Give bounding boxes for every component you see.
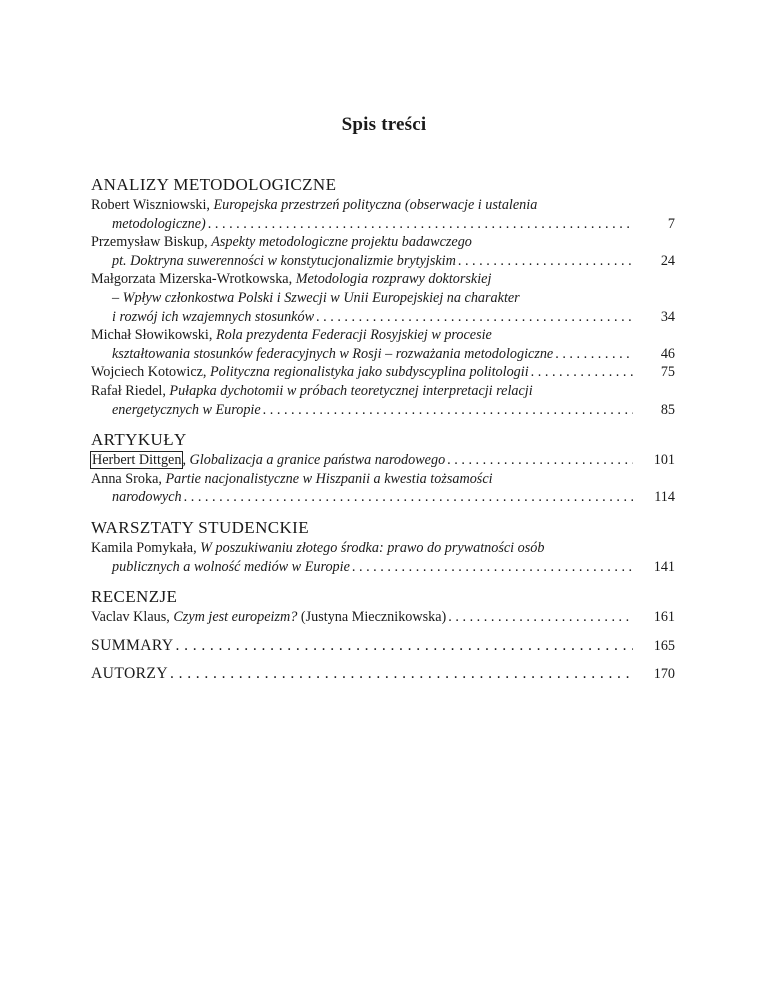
toc-entry-dittgen[interactable]: Herbert Dittgen, Globalizacja a granice państwa narodowego . . . 101 [91, 451, 675, 470]
entry-page: 101 [653, 452, 675, 469]
entry-title: Pułapka dychotomii w próbach teoretycznej interpretacji relacji [169, 382, 533, 399]
summary-label: SUMMARY [91, 636, 174, 654]
authors-label: AUTORZY [91, 665, 169, 683]
section-heading: ANALIZY METODOLOGICZNE [91, 175, 337, 194]
section-heading: RECENZJE [91, 587, 178, 607]
dot-leader [208, 215, 633, 234]
toc-entry-pomykala[interactable]: Kamila Pomykała, W poszukiwaniu złotego środka: prawo do prywatności osób publicznych a wolność mediów w Europie . . . 141 [91, 539, 675, 576]
entry-title: Rola prezydenta Federacji Rosyjskiej w procesie [215, 327, 492, 344]
entry-author: Michał Słowikowski [91, 327, 209, 344]
entry-author: Kamila Pomykała [91, 539, 194, 556]
entry-title: Aspekty metodologiczne projektu badawczego [211, 234, 472, 251]
entry-author: Anna Sroka [91, 470, 159, 487]
toc-section-summary[interactable] [91, 637, 675, 656]
toc-section-analizy [91, 174, 675, 419]
toc-section-autorzy[interactable] [91, 665, 675, 684]
dot-leader [316, 308, 633, 327]
entry-title: Metodologia rozprawy doktorskiej [295, 271, 492, 288]
entry-title-cont: energetycznych w Europie [112, 401, 261, 418]
toc-section-recenzje [91, 586, 675, 627]
entry-title-cont: kształtowania stosunków federacyjnych w Rosji – rozważania metodologiczne [112, 345, 554, 362]
toc-entry-kotowicz[interactable]: Wojciech Kotowicz, Polityczna regionalistyka jako subdyscyplina politologii . . . 75 [91, 363, 675, 382]
entry-title-cont: i rozwój ich wzajemnych stosunków [112, 308, 315, 325]
dot-leader [263, 401, 633, 420]
entry-title: W poszukiwaniu złotego środka: prawo do prywatności osób [200, 539, 545, 556]
toc-entry-riedel[interactable]: Rafał Riedel, Pułapka dychotomii w próbach teoretycznej interpretacji relacji energetycznych w Europie . . . 85 [91, 382, 675, 419]
entry-author: Przemysław Biskup [91, 234, 205, 251]
entry-title-cont: metodologiczne) [112, 215, 206, 232]
entry-author: Małgorzata Mizerska-Wrotkowska [91, 271, 289, 288]
entry-page: 34 [660, 308, 675, 325]
toc-entry-wiszniowski[interactable]: Robert Wiszniowski, Europejska przestrzeń polityczna (obserwacje i ustalenia metodologiczne) . . . 7 [91, 196, 675, 233]
toc-section-warsztaty [91, 517, 675, 576]
toc-entry-klaus[interactable]: Vaclav Klaus, Czym jest europeizm? (Justyna Miecznikowska) . . . 161 [91, 608, 675, 627]
section-heading: WARSZTATY STUDENCKIE [91, 517, 310, 537]
entry-page: 75 [660, 364, 675, 381]
dot-leader [184, 488, 633, 507]
table-of-contents [91, 174, 675, 694]
entry-title-cont: pt. Doktryna suwerenności w konstytucjonalizmie brytyjskim [112, 252, 456, 269]
entry-title-cont: – Wpływ członkostwa Polski i Szwecji w Unii Europejskiej na charakter [112, 289, 520, 306]
entry-author: Robert Wiszniowski [91, 197, 207, 213]
toc-section-artykuly [91, 429, 675, 507]
entry-author: Vaclav Klaus [91, 609, 167, 626]
entry-page: 114 [654, 489, 675, 506]
entry-page: 46 [660, 345, 675, 362]
entry-page: 165 [653, 637, 675, 654]
entry-page: 24 [660, 252, 675, 269]
toc-entry-slowikowski[interactable]: Michał Słowikowski, Rola prezydenta Federacji Rosyjskiej w procesie kształtowania stosunków federacyjnych w Rosji – rozważania metodologiczne . . . 46 [91, 326, 675, 363]
entry-page: 7 [667, 215, 675, 232]
entry-title: Europejska przestrzeń polityczna (obserwacje i ustalenia [213, 197, 538, 213]
entry-page: 170 [653, 666, 675, 683]
entry-title: Czym jest europeizm? [173, 609, 298, 626]
entry-title: Globalizacja a granice państwa narodowego [189, 452, 446, 469]
dot-leader [170, 665, 633, 684]
entry-title: Polityczna regionalistyka jako subdyscyplina politologii [210, 364, 529, 381]
dot-leader [352, 558, 633, 577]
toc-entry-biskup[interactable]: Przemysław Biskup, Aspekty metodologiczne projektu badawczego pt. Doktryna suwerenności w konstytucjonalizmie brytyjskim . . . 24 [91, 233, 675, 270]
section-heading: ARTYKUŁY [91, 430, 187, 450]
entry-reviewer: (Justyna Miecznikowska) [300, 609, 447, 626]
toc-entry-mizerska[interactable]: Małgorzata Mizerska-Wrotkowska, Metodologia rozprawy doktorskiej – Wpływ członkostwa Polski i Szwecji w Unii Europejskiej na charakter i rozwój ich wzajemnych stosunków . . . 34 [91, 270, 675, 326]
page-title: Spis treści [341, 114, 427, 135]
entry-page: 141 [653, 558, 675, 575]
dot-leader [458, 252, 633, 271]
entry-title: Partie nacjonalistyczne w Hiszpanii a kwestia tożsamości [165, 470, 493, 487]
toc-entry-sroka[interactable]: Anna Sroka, Partie nacjonalistyczne w Hiszpanii a kwestia tożsamości narodowych . . . 114 [91, 470, 675, 507]
entry-page: 85 [660, 401, 675, 418]
entry-page: 161 [653, 609, 675, 626]
dot-leader [448, 608, 633, 627]
entry-author: Rafał Riedel [91, 382, 163, 399]
dot-leader [447, 451, 633, 470]
dot-leader [555, 345, 633, 364]
entry-author: Wojciech Kotowicz [91, 364, 203, 381]
entry-author-highlighted[interactable]: Herbert Dittgen [92, 452, 182, 469]
dot-leader [531, 363, 633, 382]
entry-title-cont: publicznych a wolność mediów w Europie [112, 558, 350, 575]
entry-title-cont: narodowych [112, 489, 182, 506]
dot-leader [176, 637, 633, 656]
